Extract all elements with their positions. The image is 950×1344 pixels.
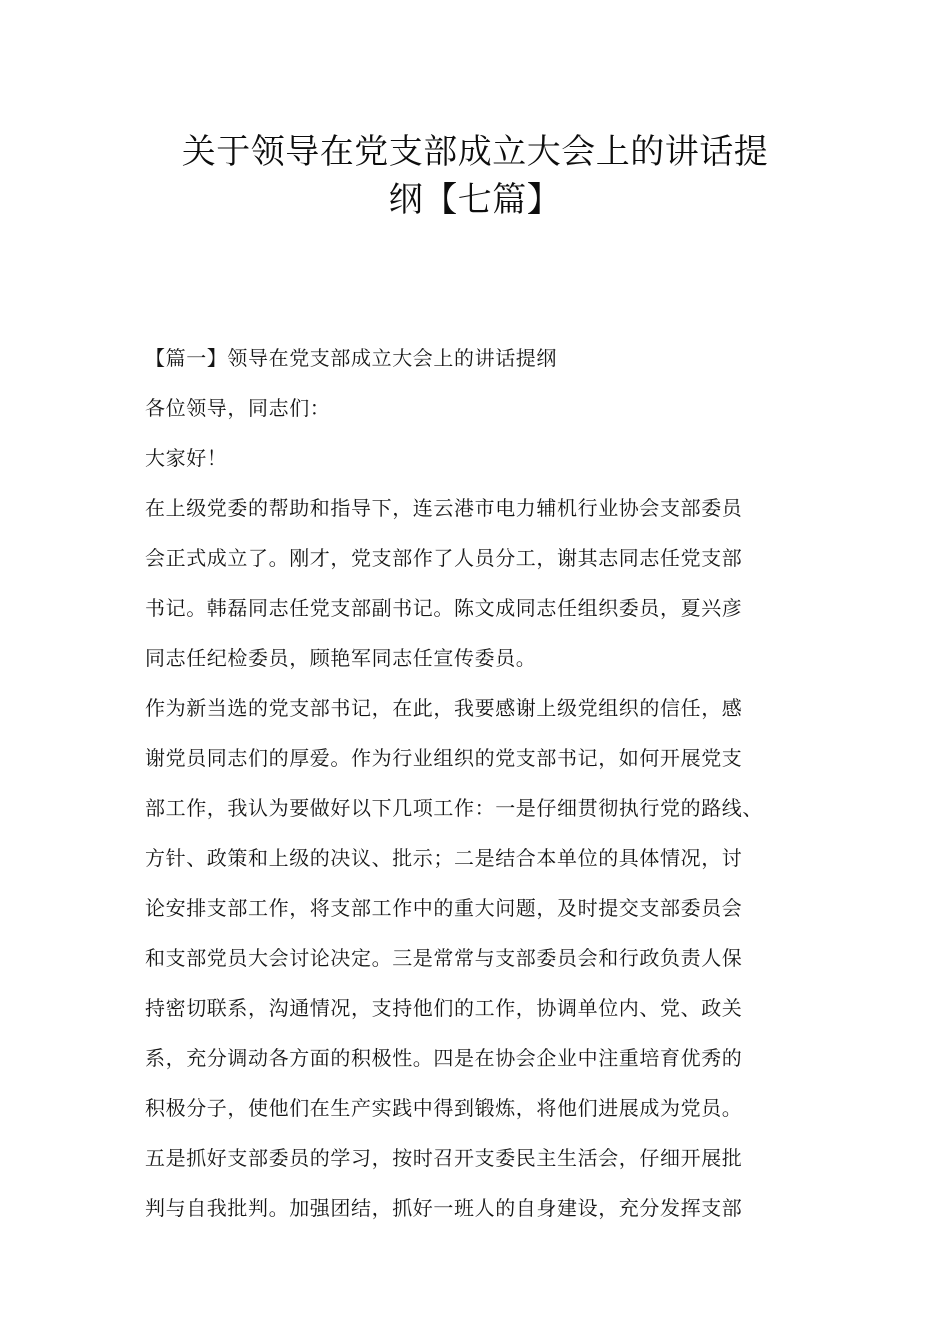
body-line: 会正式成立了。刚才，党支部作了人员分工，谢其志同志任党支部	[145, 546, 743, 570]
body-line: 部工作，我认为要做好以下几项工作：一是仔细贯彻执行党的路线、	[145, 796, 763, 820]
body-line: 谢党员同志们的厚爱。作为行业组织的党支部书记，如何开展党支	[145, 746, 743, 770]
body-line: 判与自我批判。加强团结，抓好一班人的自身建设，充分发挥支部	[145, 1196, 743, 1220]
body-line: 在上级党委的帮助和指导下，连云港市电力辅机行业协会支部委员	[145, 496, 743, 520]
body-line: 系，充分调动各方面的积极性。四是在协会企业中注重培育优秀的	[145, 1046, 743, 1070]
document-body	[145, 333, 825, 1233]
body-line: 作为新当选的党支部书记，在此，我要感谢上级党组织的信任，感	[145, 696, 743, 720]
body-line: 同志任纪检委员，顾艳军同志任宣传委员。	[145, 646, 537, 670]
body-line: 持密切联系，沟通情况，支持他们的工作，协调单位内、党、政关	[145, 996, 743, 1020]
salutation: 各位领导，同志们：	[145, 396, 331, 420]
body-line: 五是抓好支部委员的学习，按时召开支委民主生活会，仔细开展批	[145, 1146, 743, 1170]
body-line: 方针、政策和上级的决议、批示；二是结合本单位的具体情况，讨	[145, 846, 743, 870]
section-heading: 【篇一】领导在党支部成立大会上的讲话提纲	[145, 346, 557, 370]
body-line: 书记。韩磊同志任党支部副书记。陈文成同志任组织委员，夏兴彦	[145, 596, 743, 620]
document-title	[100, 128, 850, 224]
body-line: 积极分子，使他们在生产实践中得到锻炼，将他们进展成为党员。	[145, 1096, 743, 1120]
body-line: 和支部党员大会讨论决定。三是常常与支部委员会和行政负责人保	[145, 946, 743, 970]
body-line: 论安排支部工作，将支部工作中的重大问题，及时提交支部委员会	[145, 896, 743, 920]
title-line-1: 关于领导在党支部成立大会上的讲话提	[181, 132, 769, 172]
title-line-2: 纲【七篇】	[388, 180, 562, 220]
greeting: 大家好！	[145, 446, 228, 470]
